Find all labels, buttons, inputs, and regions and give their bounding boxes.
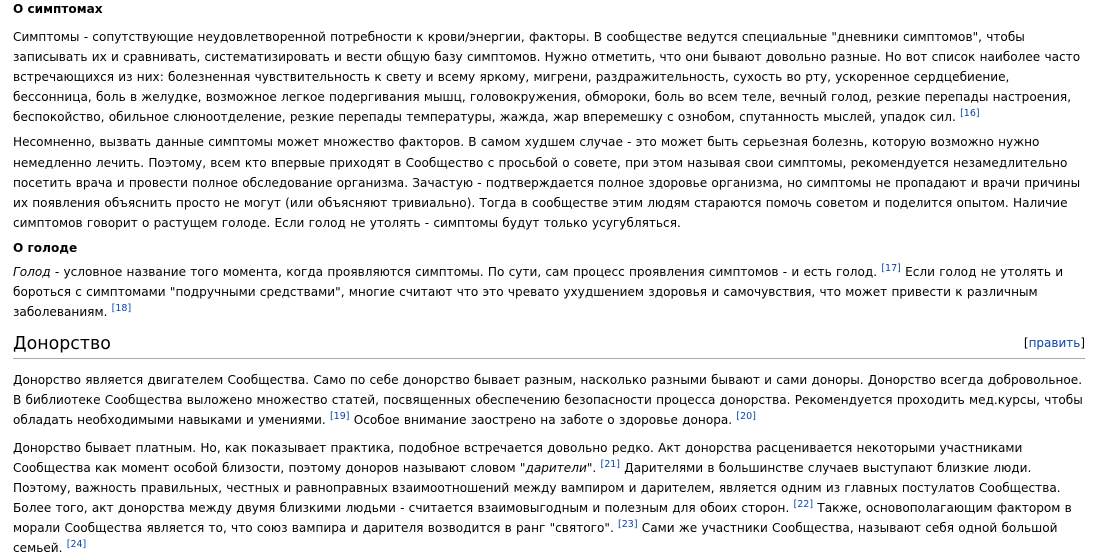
reference-20-link[interactable]: [20] (736, 411, 756, 422)
donorship-heading-row (13, 332, 1085, 359)
reference-24-link[interactable]: [24] (67, 539, 87, 550)
edit-section-link[interactable]: править (1029, 336, 1081, 350)
hunger-paragraph (13, 262, 1085, 322)
reference-16-link[interactable]: [16] (960, 108, 980, 119)
donorship-paragraph-1-text-a: Донорство является двигателем Сообщества. Само по себе донорство бывает разным, насколько разными бывают и сами доноры. Донорство всегда добровольное. В библиотеке Сообщества выложено множество статей, посвященных обеспечению безопасности процесса донорства. Рекомендуется проходить мед.курсы, чтобы обладать необходимыми навыками и умениями. (13, 373, 1083, 427)
edit-bracket-open: [ (1024, 336, 1029, 350)
donorship-paragraph-2-text-d: Также, основополагающим фактором в морали Сообщества является то, что союз вампира и дарителя возводится в ранг "святого". (13, 501, 1072, 535)
hunger-paragraph-text-b: Если голод не утолять и бороться с симптомами "подручными средствами", многие считают что это чревато ухудшением здоровья и самочувствия, что может привести к различным заболеваниям. (13, 265, 1063, 319)
article-content (13, 0, 1085, 558)
donors-term: дарители (525, 461, 586, 475)
donorship-paragraph-2-text-b: ". (587, 461, 596, 475)
hunger-heading: О голоде (13, 240, 1085, 256)
hunger-paragraph-text-a: - условное название того момента, когда проявляются симптомы. По сути, сам процесс проявления симптомов - и есть голод. (51, 265, 877, 279)
symptoms-paragraph-2: Несомненно, вызвать данные симптомы может множество факторов. В самом худшем случае - это может быть серьезная болезнь, которую возможно нужно немедленно лечить. Поэтому, всем кто впервые приходят в Сообщество с просьбой о совете, при этом называя свои симптомы, рекомендуется незамедлительно посетить врача и провести полное обследование организма. Зачастую - подтверждается полное здоровье организма, но симптомы не пропадают и врачи причины их появления объяснить просто не могут (или объясняют тривиально). Тогда в сообществе этим людям стараются помочь советом и поделится опытом. Наличие симптомов говорит о растущем голоде. Если голод не утолять - симптомы будут только усугубляться. (13, 132, 1085, 232)
donorship-paragraph-2 (13, 438, 1085, 558)
reference-23-link[interactable]: [23] (618, 519, 638, 530)
donorship-paragraph-2-text-c: Дарителями в большинстве случаев выступают близкие люди. Поэтому, важность правильных, честных и равноправных взаимоотношений между вампиром и дарителем, является одним из главных постулатов Сообщества. Более того, акт донорства между двумя близкими людьми - считается взаимовыгодным и полезным для обоих сторон. (13, 461, 1061, 515)
symptoms-paragraph-1-text: Симптомы - сопутствующие неудовлетворенной потребности к крови/энергии, факторы. В сообществе ведутся специальные "дневники симптомов", чтобы записывать их и сравнивать, систематизировать и вести общую базу симптомов. Нужно отметить, что они бывают довольно разные. Но вот список наиболее часто встречающихся из них: болезненная чувствительность к свету и всему яркому, мигрени, раздражительность, сухость во рту, ускоренное сердцебиение, бессонница, боль в желудке, возможное легкое подергивания мышц, головокружения, обмороки, боль во всем теле, вечный голод, резкие перепады настроения, беспокойство, обильное слюноотделение, резкие перепады температуры, жажда, жар вперемешку с ознобом, спутанность мыслей, упадок сил. (13, 30, 1080, 124)
reference-19-link[interactable]: [19] (330, 411, 350, 422)
donorship-paragraph-2-text-e: Сами же участники Сообщества, называют себя одной большой семьей. (13, 521, 1058, 555)
reference-18-link[interactable]: [18] (112, 303, 132, 314)
reference-17-link[interactable]: [17] (881, 263, 901, 274)
edit-section (1024, 336, 1085, 350)
hunger-term: Голод (13, 265, 51, 279)
symptoms-paragraph-1 (13, 27, 1085, 127)
donorship-paragraph-2-text-a: Донорство бывает платным. Но, как показывает практика, подобное встречается довольно редко. Акт донорства расценивается некоторыми участниками Сообщества как момент особой близости, поэтому доноров называют словом " (13, 441, 1022, 475)
edit-bracket-close: ] (1080, 336, 1085, 350)
donorship-paragraph-1 (13, 370, 1085, 430)
donorship-heading: Донорство (13, 332, 1085, 356)
symptoms-heading: О симптомах (13, 0, 1085, 17)
reference-22-link[interactable]: [22] (794, 499, 814, 510)
donorship-paragraph-1-text-b: Особое внимание заострено на заботе о здоровье донора. (349, 413, 732, 427)
reference-21-link[interactable]: [21] (601, 459, 621, 470)
